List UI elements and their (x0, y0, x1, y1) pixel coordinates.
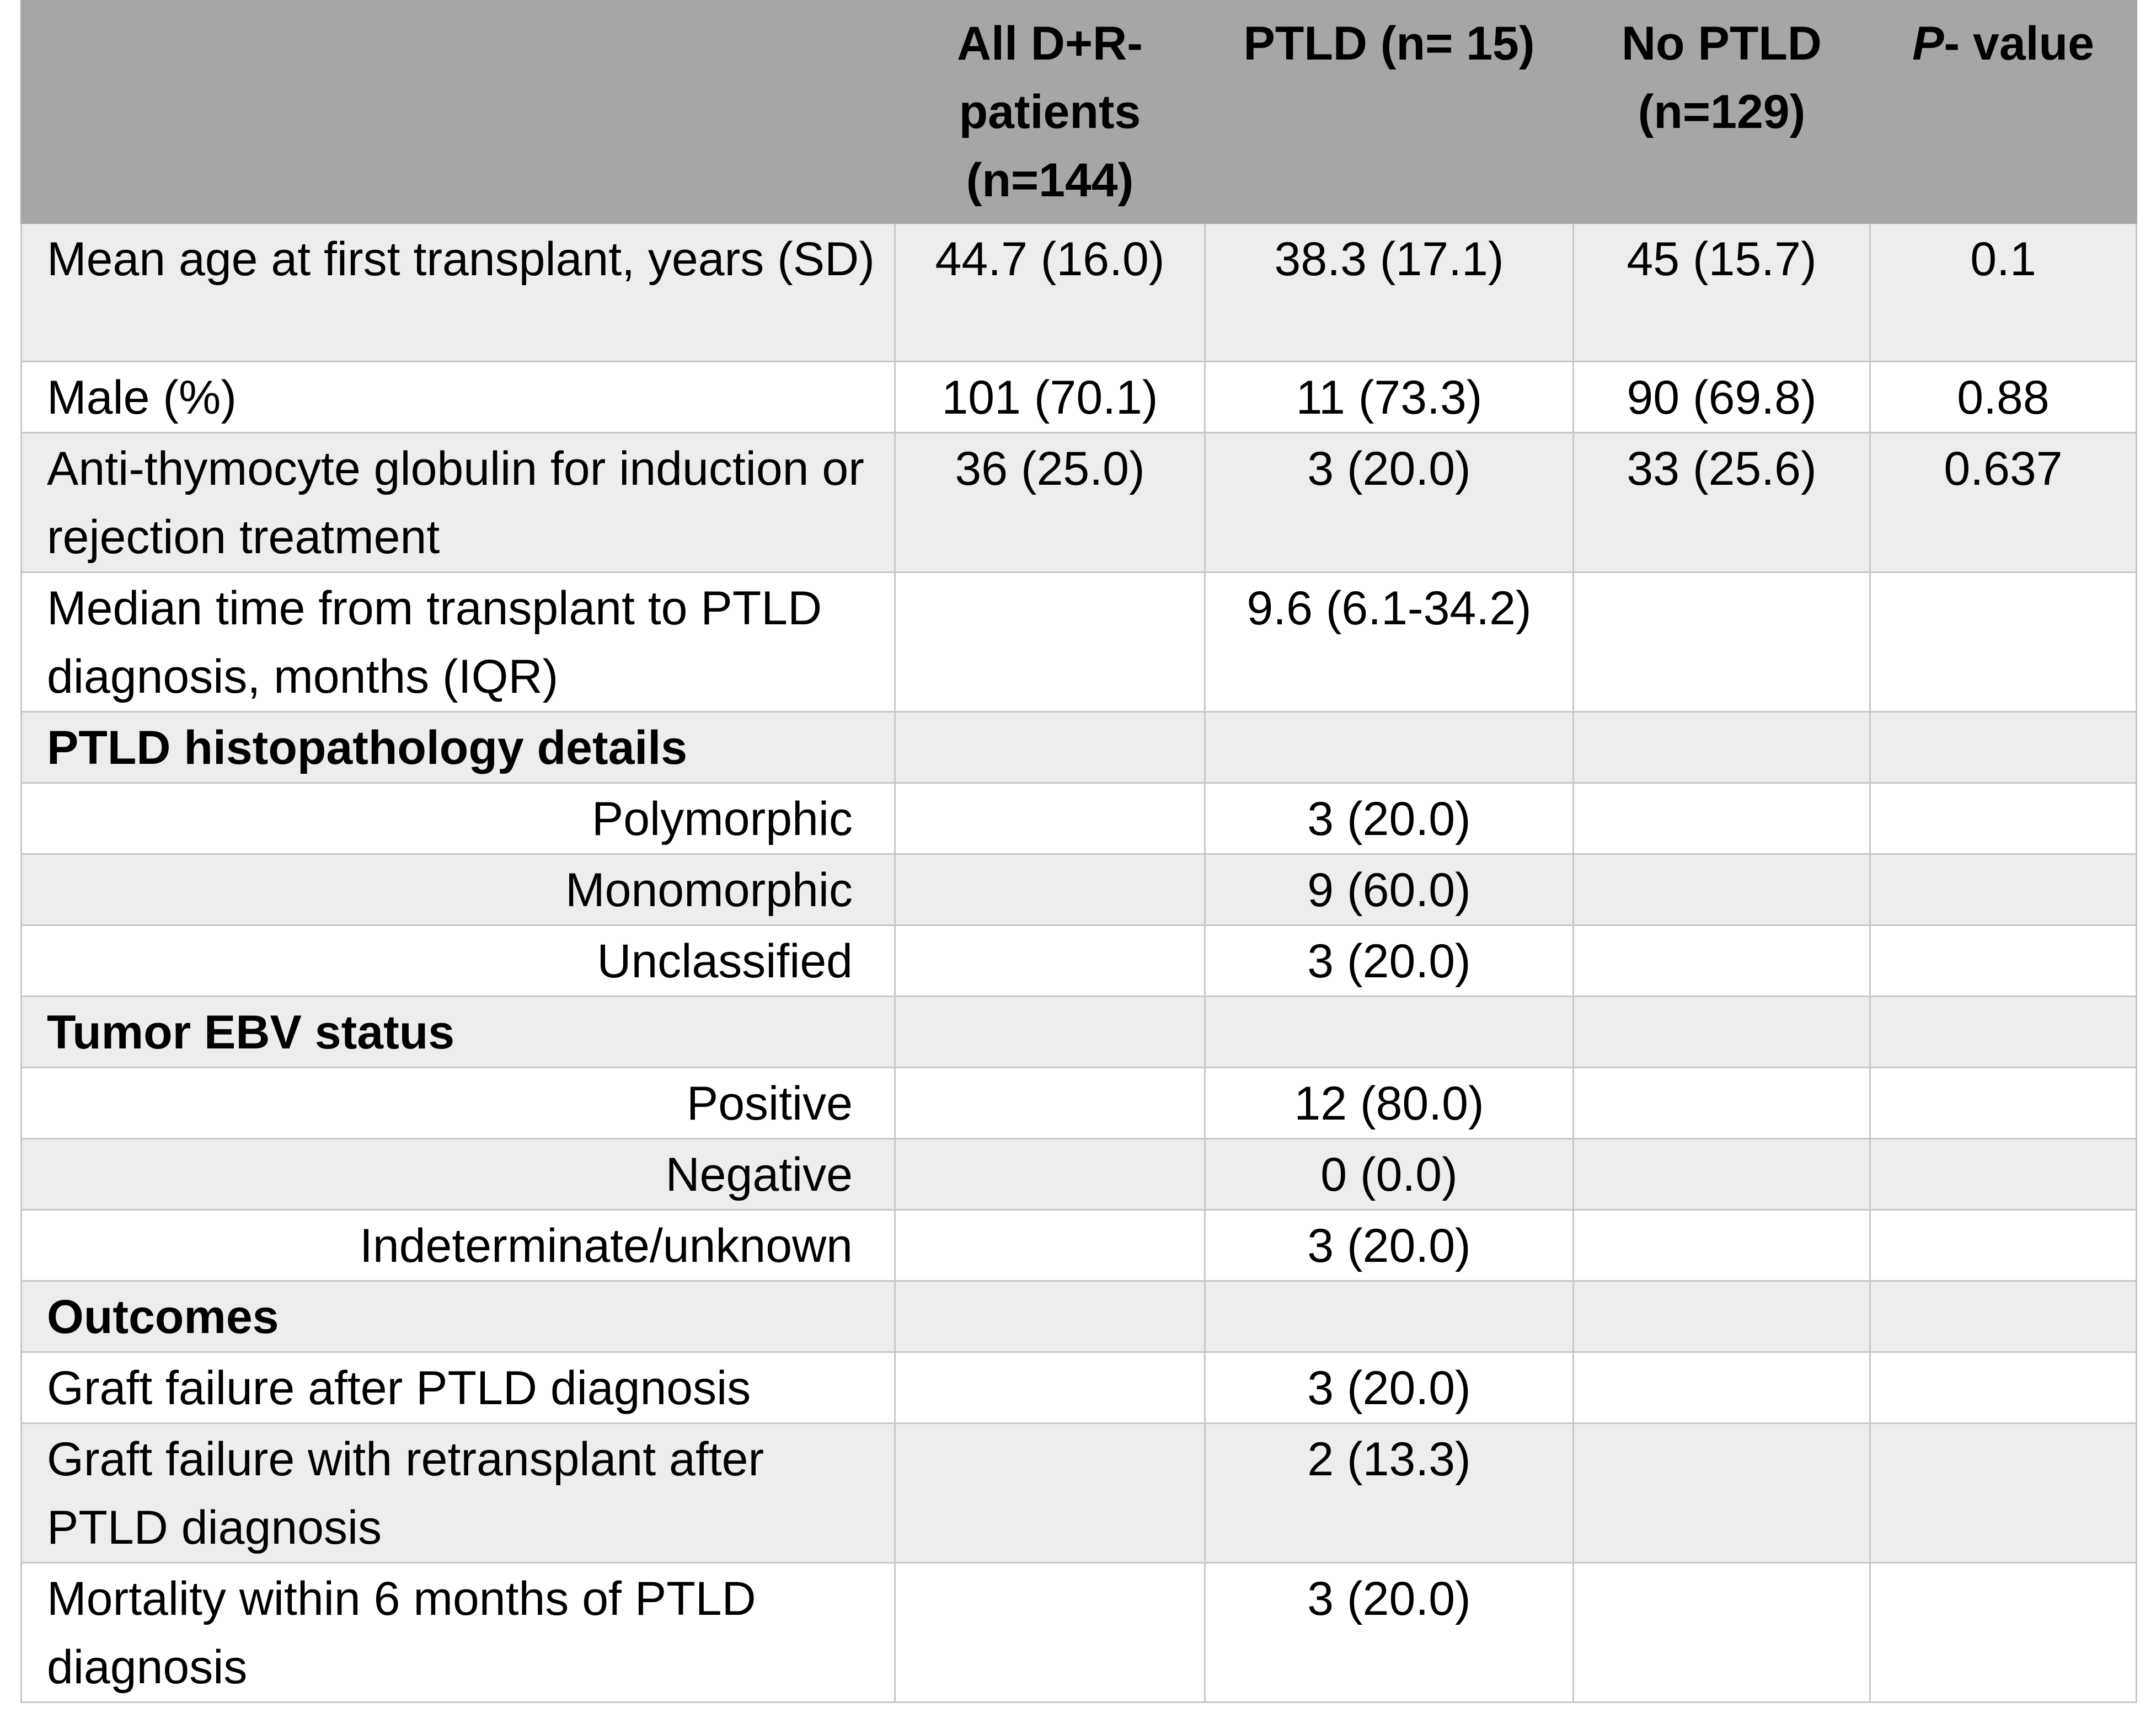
cell-p-value (1870, 997, 2137, 1068)
header-blank (22, 1, 895, 223)
cell-no-ptld (1574, 1423, 1870, 1563)
cell-no-ptld (1574, 925, 1870, 997)
row-label: Graft failure with retransplant after PTLD diagnosis (22, 1423, 895, 1563)
row-label: Median time from transplant to PTLD diagnosis, months (IQR) (22, 572, 895, 712)
table-row (22, 1068, 2137, 1139)
cell-no-ptld: 90 (69.8) (1574, 362, 1870, 433)
cell-no-ptld (1574, 1068, 1870, 1139)
cell-no-ptld (1574, 1210, 1870, 1281)
table-row (22, 433, 2137, 572)
header-all-patients: All D+R- patients (n=144) (895, 1, 1205, 223)
cell-p-value: 0.1 (1870, 223, 2137, 362)
row-label: Anti-thymocyte globulin for induction or rejection treatment (22, 433, 895, 572)
cell-ptld (1205, 1281, 1574, 1352)
cell-p-value (1870, 712, 2137, 783)
cell-no-ptld (1574, 783, 1870, 854)
table-row (22, 783, 2137, 854)
cell-p-value (1870, 783, 2137, 854)
cell-all-patients: 44.7 (16.0) (895, 223, 1205, 362)
cell-no-ptld (1574, 712, 1870, 783)
section-heading: PTLD histopathology details (22, 712, 895, 783)
cell-all-patients: 36 (25.0) (895, 433, 1205, 572)
cell-all-patients (895, 1139, 1205, 1210)
row-label: Positive (22, 1068, 895, 1139)
cell-p-value: 0.637 (1870, 433, 2137, 572)
cell-p-value (1870, 572, 2137, 712)
cell-ptld: 3 (20.0) (1205, 1563, 1574, 1703)
row-label: Polymorphic (22, 783, 895, 854)
table-row (22, 925, 2137, 997)
cell-all-patients (895, 997, 1205, 1068)
p-value-suffix: - value (1944, 17, 2094, 70)
cell-ptld: 3 (20.0) (1205, 783, 1574, 854)
table-row (22, 223, 2137, 362)
cell-ptld: 3 (20.0) (1205, 1210, 1574, 1281)
table-row (22, 1563, 2137, 1703)
table-row (22, 854, 2137, 925)
cell-all-patients (895, 1423, 1205, 1563)
cell-ptld (1205, 997, 1574, 1068)
cell-ptld: 9.6 (6.1-34.2) (1205, 572, 1574, 712)
cell-all-patients (895, 712, 1205, 783)
header-ptld: PTLD (n= 15) (1205, 1, 1574, 223)
cell-no-ptld (1574, 1563, 1870, 1703)
cell-all-patients (895, 1563, 1205, 1703)
cell-all-patients: 101 (70.1) (895, 362, 1205, 433)
cell-p-value (1870, 1281, 2137, 1352)
section-heading: Outcomes (22, 1281, 895, 1352)
row-label: Unclassified (22, 925, 895, 997)
cell-ptld (1205, 712, 1574, 783)
section-row (22, 997, 2137, 1068)
table-row (22, 1423, 2137, 1563)
cell-ptld: 38.3 (17.1) (1205, 223, 1574, 362)
cell-all-patients (895, 1352, 1205, 1423)
cell-p-value (1870, 1352, 2137, 1423)
section-row (22, 1281, 2137, 1352)
row-label: Mortality within 6 months of PTLD diagnosis (22, 1563, 895, 1703)
row-label: Graft failure after PTLD diagnosis (22, 1352, 895, 1423)
table-row (22, 572, 2137, 712)
cell-all-patients (895, 854, 1205, 925)
cell-no-ptld (1574, 1139, 1870, 1210)
cell-p-value (1870, 1210, 2137, 1281)
header-no-ptld: No PTLD (n=129) (1574, 1, 1870, 223)
cell-no-ptld (1574, 1352, 1870, 1423)
row-label: Negative (22, 1139, 895, 1210)
cell-p-value: 0.88 (1870, 362, 2137, 433)
table-row (22, 362, 2137, 433)
cell-ptld: 3 (20.0) (1205, 925, 1574, 997)
cell-p-value (1870, 925, 2137, 997)
cell-all-patients (895, 1210, 1205, 1281)
cell-p-value (1870, 854, 2137, 925)
row-label: Monomorphic (22, 854, 895, 925)
cell-p-value (1870, 1139, 2137, 1210)
cell-ptld: 0 (0.0) (1205, 1139, 1574, 1210)
cell-no-ptld (1574, 572, 1870, 712)
section-heading: Tumor EBV status (22, 997, 895, 1068)
row-label: Male (%) (22, 362, 895, 433)
cell-no-ptld (1574, 997, 1870, 1068)
cell-ptld: 12 (80.0) (1205, 1068, 1574, 1139)
cell-ptld: 11 (73.3) (1205, 362, 1574, 433)
header-row (22, 1, 2137, 223)
section-row (22, 712, 2137, 783)
cell-ptld: 3 (20.0) (1205, 433, 1574, 572)
row-label: Indeterminate/unknown (22, 1210, 895, 1281)
cell-no-ptld: 33 (25.6) (1574, 433, 1870, 572)
cell-all-patients (895, 572, 1205, 712)
table-row (22, 1210, 2137, 1281)
cell-all-patients (895, 1281, 1205, 1352)
ptld-characteristics-table (20, 0, 2137, 1703)
cell-p-value (1870, 1563, 2137, 1703)
table-row (22, 1352, 2137, 1423)
table-row (22, 1139, 2137, 1210)
cell-ptld: 2 (13.3) (1205, 1423, 1574, 1563)
cell-p-value (1870, 1423, 2137, 1563)
header-p-value (1870, 1, 2137, 223)
cell-no-ptld (1574, 854, 1870, 925)
cell-p-value (1870, 1068, 2137, 1139)
cell-no-ptld: 45 (15.7) (1574, 223, 1870, 362)
p-italic: P (1912, 17, 1944, 70)
cell-all-patients (895, 1068, 1205, 1139)
cell-all-patients (895, 925, 1205, 997)
cell-ptld: 3 (20.0) (1205, 1352, 1574, 1423)
cell-ptld: 9 (60.0) (1205, 854, 1574, 925)
cell-no-ptld (1574, 1281, 1870, 1352)
cell-all-patients (895, 783, 1205, 854)
row-label: Mean age at first transplant, years (SD) (22, 223, 895, 362)
